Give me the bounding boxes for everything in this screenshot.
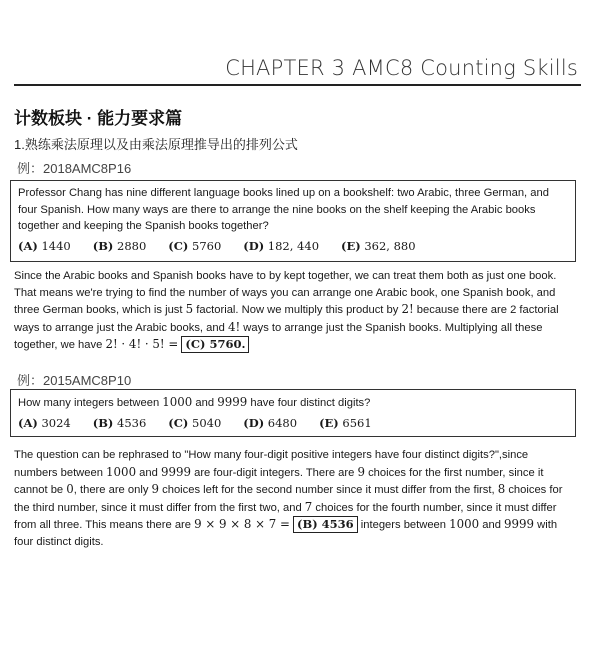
example-2-problem-text: How many integers between 1000 and 9999 have four distinct digits? [18, 395, 371, 409]
example-1-answer: (C) 5760. [181, 336, 249, 353]
example-2-choice-d: (D) 6480 [243, 415, 298, 430]
example-1-choice-b: (B) 2880 [92, 238, 147, 253]
example-1-label: 例：2018AMC8P16 [17, 161, 132, 176]
example-2-choice-b: (B) 4536 [92, 415, 147, 430]
example-2-label: 例：2015AMC8P10 [17, 373, 132, 388]
example-2-choices [18, 415, 568, 432]
section-subheading: 1.熟练乘法原理以及由乘法原理推导出的排列公式 [14, 137, 298, 152]
example-1-choice-c: (C) 5760 [168, 238, 222, 253]
example-1-choice-d: (D) 182, 440 [243, 238, 320, 253]
example-1-solution: Since the Arabic books and Spanish books have to by kept together, we can treat them both as just one book. That means we're trying to find the number of ways you can arrange one Arabic book, one Spanish book, and three German books, which is just 5 factorial. Now we multiply this product by 2! because there are 2 factorial ways to arrange just the Arabic books, and 4! ways to arrange just the Spanish books. Multiplying all these together, we have 2! · 4! · 5! = (C) 5760. [14, 270, 559, 351]
example-1-choices [18, 238, 568, 255]
example-1-choice-a: (A) 1440 [18, 238, 71, 253]
example-2-choice-e: (E) 6561 [319, 415, 372, 430]
example-2-problem-box [10, 389, 576, 437]
example-1-problem-text: Professor Chang has nine different language books lined up on a bookshelf: two Arabic, three German, and four Spanish. How many ways are there to arrange the nine books on the shelf keeping the Arabic books together and keeping the Spanish books together? [18, 187, 549, 232]
chapter-divider [14, 84, 581, 86]
example-2-choice-a: (A) 3024 [18, 415, 71, 430]
section-heading: 计数板块 · 能力要求篇 [14, 109, 183, 128]
example-2-solution: The question can be rephrased to "How many four-digit positive integers have four distinct digits?",since numbers between 1000 and 9999 are four-digit integers. There are 9 choices for the first number, since it cannot be 0, there are only 9 choices left for the second number since it must differ from the first, 8 choices for the third number, since it must differ from the first two, and 7 choices for the fourth number, since it must differ from all three. This means there are 9 × 9 × 8 × 7 = (B) 4536 integers between 1000 and 9999 with four distinct digits. [14, 449, 563, 548]
example-2-choice-c: (C) 5040 [168, 415, 222, 430]
example-1-choice-e: (E) 362, 880 [341, 238, 416, 253]
chapter-title: CHAPTER 3 AMC8 Counting Skills [225, 56, 578, 80]
example-2-answer: (B) 4536 [293, 516, 358, 533]
example-1-problem-box [10, 180, 576, 262]
